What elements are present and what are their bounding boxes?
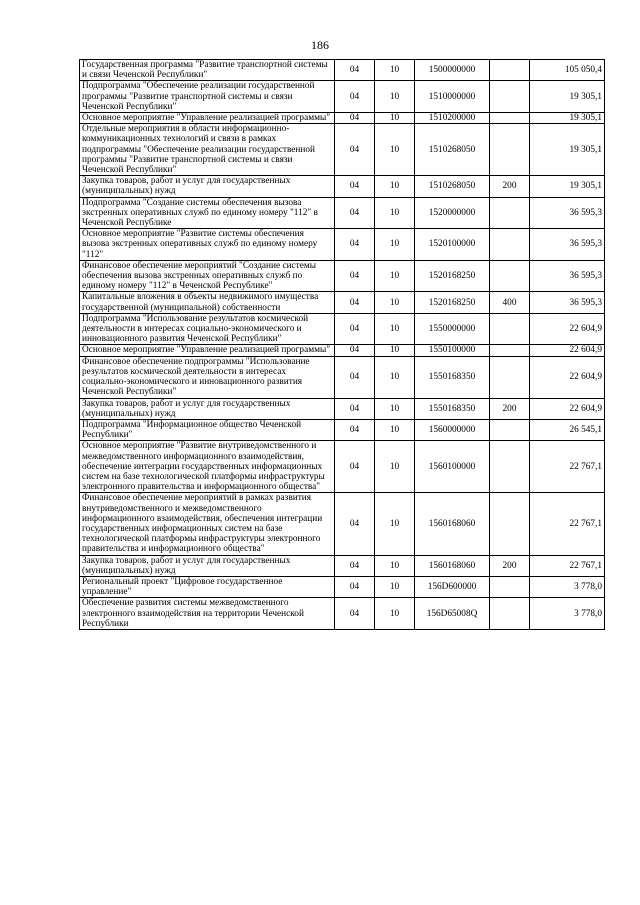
row-name: Основное мероприятие "Управление реализацией программы" <box>80 345 335 356</box>
expense-type-code <box>490 419 530 440</box>
section-code: 04 <box>335 124 375 176</box>
section-code: 04 <box>335 197 375 229</box>
section-code: 04 <box>335 345 375 356</box>
table-row <box>80 229 605 261</box>
row-name: Закупка товаров, работ и услуг для государственных (муниципальных) нужд <box>80 555 335 576</box>
budget-table <box>79 59 605 630</box>
subsection-code: 10 <box>375 419 415 440</box>
row-name: Подпрограмма "Использование результатов космической деятельности в интересах социально-экономического и инновационного развития Чеченской Республики" <box>80 313 335 345</box>
table-row <box>80 419 605 440</box>
expense-type-code <box>490 81 530 113</box>
subsection-code: 10 <box>375 493 415 555</box>
row-name: Государственная программа "Развитие транспортной системы и связи Чеченской Республики" <box>80 60 335 81</box>
section-code: 04 <box>335 313 375 345</box>
page-number: 186 <box>311 38 329 52</box>
row-name: Финансовое обеспечение мероприятий в рамках развития внутриведомственного и межведомственного информационного взаимодействия, обеспечения интеграции государственных информационных систем на базе технологической платформы инфраструктуры электронного правительства и информационного общества" <box>80 493 335 555</box>
subsection-code: 10 <box>375 260 415 292</box>
expense-type-code <box>490 60 530 81</box>
table-row <box>80 81 605 113</box>
expense-type-code: 200 <box>490 176 530 197</box>
amount: 22 767,1 <box>530 441 605 493</box>
row-name: Основное мероприятие "Развитие внутриведомственного и межведомственного информационного взаимодействия, обеспечение интеграции государственных информационных систем на базе технологической платформы инфраструктуры электронного правительства и информационного общества" <box>80 441 335 493</box>
subsection-code: 10 <box>375 345 415 356</box>
section-code: 04 <box>335 81 375 113</box>
subsection-code: 10 <box>375 197 415 229</box>
expense-type-code <box>490 124 530 176</box>
target-article-code: 1550000000 <box>415 313 490 345</box>
section-code: 04 <box>335 260 375 292</box>
table-row <box>80 197 605 229</box>
table-row <box>80 555 605 576</box>
row-name: Отдельные мероприятия в области информационно-коммуникационных технологий и связи в рамках подпрограммы "Обеспечение реализации государственной программы "Развитие транспортной системы и связи Чеченской Республики" <box>80 124 335 176</box>
row-name: Подпрограмма "Обеспечение реализации государственной программы "Развитие транспортной системы и связи Чеченской Республики" <box>80 81 335 113</box>
table-row <box>80 576 605 597</box>
expense-type-code <box>490 113 530 124</box>
amount: 26 545,1 <box>530 419 605 440</box>
target-article-code: 1560000000 <box>415 419 490 440</box>
target-article-code: 1550100000 <box>415 345 490 356</box>
amount: 36 595,3 <box>530 197 605 229</box>
subsection-code: 10 <box>375 60 415 81</box>
row-name: Основное мероприятие "Развитие системы обеспечения вызова экстренных оперативных служб по единому номеру "112" <box>80 229 335 261</box>
table-row <box>80 598 605 630</box>
section-code: 04 <box>335 555 375 576</box>
amount: 19 305,1 <box>530 113 605 124</box>
target-article-code: 1520000000 <box>415 197 490 229</box>
amount: 3 778,0 <box>530 598 605 630</box>
row-name: Основное мероприятие "Управление реализацией программы" <box>80 113 335 124</box>
target-article-code: 156D600000 <box>415 576 490 597</box>
target-article-code: 1510268050 <box>415 124 490 176</box>
expense-type-code <box>490 356 530 398</box>
section-code: 04 <box>335 229 375 261</box>
table-row <box>80 124 605 176</box>
table-row <box>80 313 605 345</box>
amount: 36 595,3 <box>530 292 605 313</box>
subsection-code: 10 <box>375 176 415 197</box>
target-article-code: 156D65008Q <box>415 598 490 630</box>
section-code: 04 <box>335 356 375 398</box>
target-article-code: 1500000000 <box>415 60 490 81</box>
section-code: 04 <box>335 441 375 493</box>
amount: 22 767,1 <box>530 555 605 576</box>
section-code: 04 <box>335 493 375 555</box>
table-row <box>80 345 605 356</box>
amount: 19 305,1 <box>530 124 605 176</box>
target-article-code: 1510200000 <box>415 113 490 124</box>
section-code: 04 <box>335 576 375 597</box>
section-code: 04 <box>335 113 375 124</box>
target-article-code: 1550168350 <box>415 356 490 398</box>
table-row <box>80 441 605 493</box>
amount: 19 305,1 <box>530 81 605 113</box>
subsection-code: 10 <box>375 356 415 398</box>
row-name: Подпрограмма "Информационное общество Чеченской Республики" <box>80 419 335 440</box>
row-name: Закупка товаров, работ и услуг для государственных (муниципальных) нужд <box>80 176 335 197</box>
target-article-code: 1520168250 <box>415 260 490 292</box>
section-code: 04 <box>335 60 375 81</box>
expense-type-code <box>490 576 530 597</box>
section-code: 04 <box>335 398 375 419</box>
expense-type-code <box>490 441 530 493</box>
section-code: 04 <box>335 419 375 440</box>
row-name: Подпрограмма "Создание системы обеспечения вызова экстренных оперативных служб по единому номеру "112" в Чеченской Республике <box>80 197 335 229</box>
expense-type-code <box>490 260 530 292</box>
amount: 105 050,4 <box>530 60 605 81</box>
row-name: Обеспечение развития системы межведомственного электронного взаимодействия на территории Чеченской Республики <box>80 598 335 630</box>
row-name: Закупка товаров, работ и услуг для государственных (муниципальных) нужд <box>80 398 335 419</box>
table-row <box>80 356 605 398</box>
expense-type-code <box>490 598 530 630</box>
subsection-code: 10 <box>375 441 415 493</box>
table-row <box>80 176 605 197</box>
target-article-code: 1560168060 <box>415 493 490 555</box>
subsection-code: 10 <box>375 81 415 113</box>
amount: 22 767,1 <box>530 493 605 555</box>
subsection-code: 10 <box>375 598 415 630</box>
subsection-code: 10 <box>375 113 415 124</box>
expense-type-code <box>490 313 530 345</box>
table-row <box>80 113 605 124</box>
subsection-code: 10 <box>375 229 415 261</box>
table-row <box>80 493 605 555</box>
target-article-code: 1560168060 <box>415 555 490 576</box>
section-code: 04 <box>335 598 375 630</box>
table-row <box>80 292 605 313</box>
amount: 22 604,9 <box>530 356 605 398</box>
target-article-code: 1520168250 <box>415 292 490 313</box>
expense-type-code <box>490 345 530 356</box>
expense-type-code: 400 <box>490 292 530 313</box>
row-name: Региональный проект "Цифровое государственное управление" <box>80 576 335 597</box>
expense-type-code: 200 <box>490 555 530 576</box>
section-code: 04 <box>335 292 375 313</box>
expense-type-code <box>490 493 530 555</box>
target-article-code: 1550168350 <box>415 398 490 419</box>
target-article-code: 1510268050 <box>415 176 490 197</box>
amount: 36 595,3 <box>530 260 605 292</box>
expense-type-code <box>490 229 530 261</box>
subsection-code: 10 <box>375 124 415 176</box>
subsection-code: 10 <box>375 313 415 345</box>
table-row <box>80 398 605 419</box>
target-article-code: 1510000000 <box>415 81 490 113</box>
row-name: Капитальные вложения в объекты недвижимого имущества государственной (муниципальной) собственности <box>80 292 335 313</box>
expense-type-code: 200 <box>490 398 530 419</box>
subsection-code: 10 <box>375 555 415 576</box>
target-article-code: 1520100000 <box>415 229 490 261</box>
amount: 22 604,9 <box>530 398 605 419</box>
subsection-code: 10 <box>375 576 415 597</box>
section-code: 04 <box>335 176 375 197</box>
row-name: Финансовое обеспечение мероприятий "Создание системы обеспечения вызова экстренных оперативных служб по единому номеру "112" в Чеченской Республике" <box>80 260 335 292</box>
target-article-code: 1560100000 <box>415 441 490 493</box>
amount: 22 604,9 <box>530 345 605 356</box>
amount: 19 305,1 <box>530 176 605 197</box>
amount: 36 595,3 <box>530 229 605 261</box>
expense-type-code <box>490 197 530 229</box>
row-name: Финансовое обеспечение подпрограммы "Использование результатов космической деятельности в интересах социально-экономического и инновационного развития Чеченской Республики" <box>80 356 335 398</box>
amount: 3 778,0 <box>530 576 605 597</box>
budget-table-body <box>80 60 605 630</box>
table-row <box>80 60 605 81</box>
subsection-code: 10 <box>375 398 415 419</box>
table-row <box>80 260 605 292</box>
amount: 22 604,9 <box>530 313 605 345</box>
subsection-code: 10 <box>375 292 415 313</box>
